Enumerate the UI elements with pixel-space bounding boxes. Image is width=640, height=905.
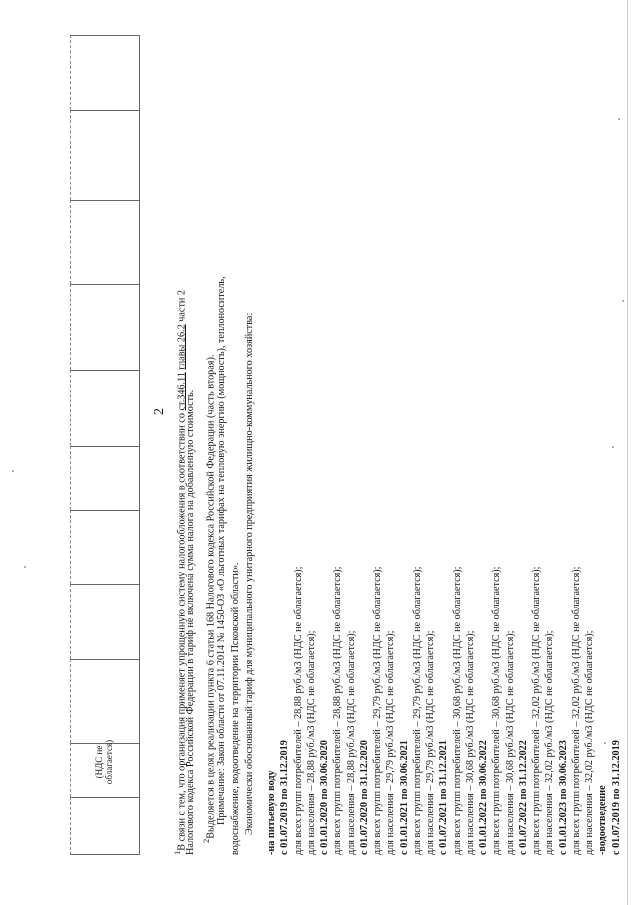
footnote-line-1: $^1$В связи с тем, что организация применяет упрощенную систему налогообложения в соответствии со ст.346.11 главы 26.2 части 2 (172, 290, 188, 855)
table-cell (70, 284, 140, 370)
footnote-line-2: Налогового кодекса Российской Федерации в тариф не включена сумма налога на добавленную стоимость. (185, 389, 196, 855)
note-line-2: водоснабжение, водоотведение на территории Псковской области». (230, 562, 241, 855)
tariff-line: для всех групп потребителей – 30,68 руб./м3 (НДС не облагается); (491, 566, 503, 855)
tariff-table-fragment (70, 35, 140, 855)
table-cell (70, 35, 140, 110)
tariff-line: для всех групп потребителей – 30,68 руб./м3 (НДС не облагается); (451, 566, 463, 855)
tariff-line: для населения – 29,79 руб./м3 (НДС не облагается); (385, 630, 397, 855)
vat-cell-text: (НДС не облагается) (94, 739, 114, 785)
tariff-period-heading: с 01.07.2020 по 31.12.2020 (358, 740, 370, 855)
table-cell (70, 110, 140, 200)
table-cell (70, 584, 140, 659)
tariff-period-heading: с 01.01.2020 по 30.06.2020 (319, 740, 330, 855)
tariff-line: для всех групп потребителей – 32,02 руб./м3 (НДС не облагается); (570, 566, 582, 855)
tariff-line: для всех групп потребителей – 29,79 руб./м3 (НДС не облагается); (411, 566, 423, 855)
tariff-line: для населения – 30,68 руб./м3 (НДС не облагается); (464, 630, 476, 855)
table-cell (70, 446, 140, 510)
footnote-line-3: $^2$Выделяется в целях реализации пункта 6 статьи 168 Налогового кодекса Российской Федерации (часть вторая). (201, 354, 217, 843)
table-cell (70, 200, 140, 284)
tariff-period-heading: с 01.07.2019 по 31.12.2019 (279, 740, 291, 855)
tariff-line: для населения – 32,02 руб./м3 (НДС не облагается); (544, 630, 556, 855)
tariff-period-heading: с 01.07.2019 по 31.12.2019 (610, 740, 622, 855)
rotated-document-page (42, 0, 632, 855)
tariff-line: для всех групп потребителей – 28,88 руб./м3 (НДС не облагается); (332, 566, 344, 855)
tariff-period-heading: с 01.01.2021 по 30.06.2021 (398, 740, 410, 855)
tariff-line: для всех групп потребителей – 28,88 руб./м3 (НДС не облагается); (292, 566, 304, 855)
table-cell (70, 510, 140, 584)
note-line-3: Экономически обоснованный тариф для муниципального унитарного предприятия жилищно-коммунального хозяйства: (244, 312, 255, 835)
tariff-period-heading: с 01.07.2022 по 31.12.2022 (517, 740, 529, 855)
table-cell (70, 659, 140, 743)
table-cell (70, 797, 140, 855)
tariff-line: для всех групп потребителей – 32,02 руб./м3 (НДС не облагается); (531, 566, 542, 855)
tariff-period-heading: с 01.07.2021 по 31.12.2021 (438, 740, 450, 855)
tariff-line: для всех групп потребителей – 29,79 руб./м3 (НДС не облагается); (372, 566, 383, 855)
tariff-line: для населения – 28,88 руб./м3 (НДС не облагается); (345, 630, 357, 855)
note-line-1: Примечание: Закон области от 07.11.2014 № 1450-ОЗ «О льготных тарифах на тепловую энергию (мощность), теплоноситель, (216, 276, 227, 825)
tariff-period-heading: с 01.01.2022 по 30.06.2022 (478, 740, 489, 855)
scan-speck (24, 566, 26, 568)
tariff-line: для населения – 32,02 руб./м3 (НДС не облагается); (584, 630, 595, 855)
table-cell (70, 370, 140, 446)
page-number: 2 (152, 408, 167, 415)
scan-speck (12, 470, 14, 472)
tariff-line: для населения – 28,88 руб./м3 (НДС не облагается); (305, 630, 317, 855)
tariff-line: для населения – 30,68 руб./м3 (НДС не облагается); (504, 630, 516, 855)
tariff-period-heading: с 01.01.2023 по 30.06.2023 (557, 740, 569, 855)
tariff-period-heading: -водоотведение (597, 785, 609, 855)
tariff-line: для населения – 29,79 руб./м3 (НДС не облагается); (425, 630, 436, 855)
tariff-period-heading: -на питьевую воду (266, 770, 277, 855)
